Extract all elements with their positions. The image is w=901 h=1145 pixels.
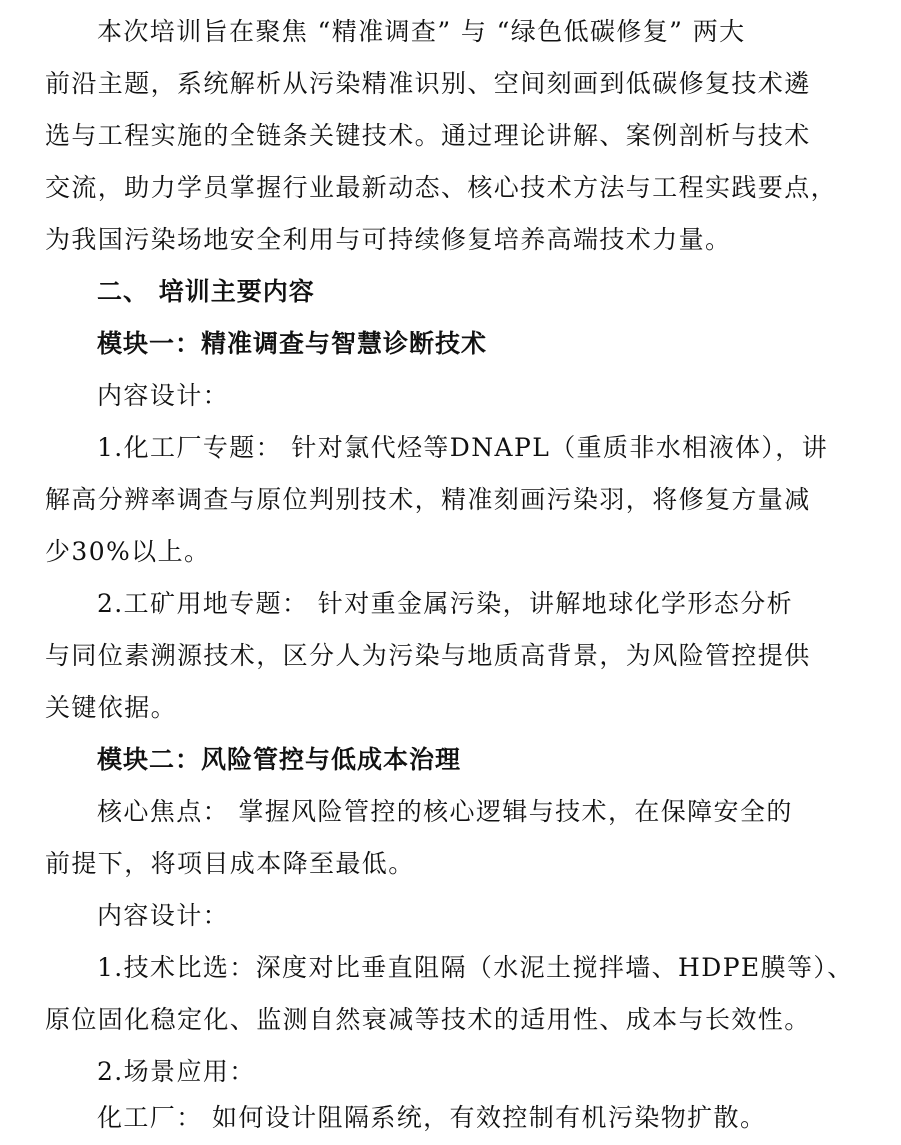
module2-item1-line-2: 原位固化稳定化、监测自然衰减等技术的适用性、成本与长效性。: [45, 1005, 811, 1034]
module2-focus-line-2: 前提下，将项目成本降至最低。: [45, 849, 415, 878]
intro-line-5: 为我国污染场地安全利用与可持续修复培养高端技术力量。: [45, 225, 732, 254]
module1-content-label: 内容设计：: [97, 381, 230, 410]
module1-item1-line-3: 少30%以上。: [45, 537, 211, 566]
module2-title: 模块二：风险管控与低成本治理: [97, 745, 462, 774]
intro-line-1: 本次培训旨在聚焦 “精准调查” 与 “绿色低碳修复” 两大: [97, 17, 746, 46]
module2-item2-label: 2.场景应用：: [97, 1057, 256, 1086]
module1-title: 模块一：精准调查与智慧诊断技术: [97, 329, 488, 358]
module2-item1-line-1: 1.技术比选：深度对比垂直阻隔（水泥土搅拌墙、HDPE膜等）、: [97, 953, 854, 982]
module1-item1-line-1: 1.化工厂专题： 针对氯代烃等DNAPL（重质非水相液体），讲: [97, 433, 829, 462]
intro-line-3: 选与工程实施的全链条关键技术。通过理论讲解、案例剖析与技术: [45, 121, 811, 150]
intro-line-4: 交流，助力学员掌握行业最新动态、核心技术方法与工程实践要点，: [45, 173, 838, 202]
intro-line-2: 前沿主题，系统解析从污染精准识别、空间刻画到低碳修复技术遴: [45, 69, 811, 98]
module1-item1-line-2: 解高分辨率调查与原位判别技术，精准刻画污染羽，将修复方量减: [45, 485, 811, 514]
module1-item2-line-1: 2.工矿用地专题： 针对重金属污染，讲解地球化学形态分析: [97, 589, 794, 618]
module2-chemical-plant: 化工厂： 如何设计阻隔系统，有效控制有机污染物扩散。: [97, 1103, 767, 1132]
module1-item2-line-2: 与同位素溯源技术，区分人为污染与地质高背景，为风险管控提供: [45, 641, 811, 670]
module2-content-label: 内容设计：: [97, 901, 230, 930]
section-heading: 二、 培训主要内容: [97, 277, 315, 306]
module2-focus-line-1: 核心焦点： 掌握风险管控的核心逻辑与技术，在保障安全的: [97, 797, 793, 826]
module1-item2-line-3: 关键依据。: [45, 693, 178, 722]
